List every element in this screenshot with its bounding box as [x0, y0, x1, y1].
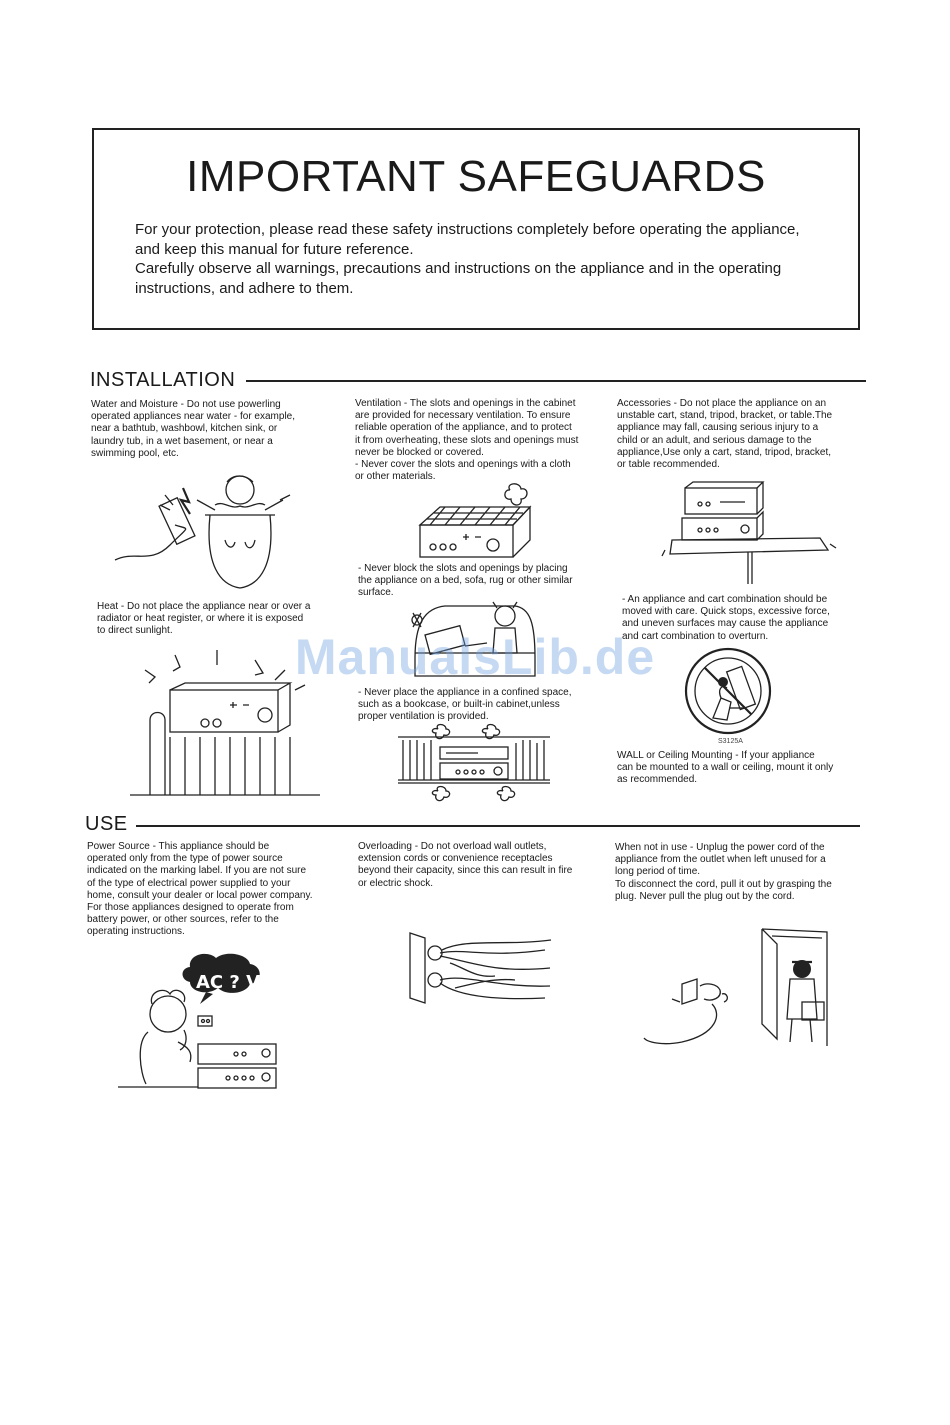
ventilation-text: Ventilation - The slots and openings in the cabinet are provided for necessary ventilation. To ensure reliable operation of the appliance, and to protect it from overheating, these slots and openings must never be blocked or covered. - Never cover the slots and openings with a cloth or other materials. [355, 398, 579, 483]
bathtub-illustration [115, 470, 330, 590]
accessories-text: Accessories - Do not place the appliance on an unstable cart, stand, tripod, bracket, or table.The appliance may fall, causing serious injury to a child or an adult, and serious damage to the appliance,Use only a cart, stand, tripod, bracket, or table recommended. [617, 398, 833, 471]
installation-rule [246, 380, 866, 382]
unplug-text: When not in use - Unplug the power cord of the appliance from the outlet when left unused for a long period of time. To disconnect the cord, pull it out by grasping the plug. Never pull the plug out by the cord. [615, 842, 832, 902]
intro-line: instructions, and adhere to them. [135, 280, 354, 297]
water-moisture-text: Water and Moisture - Do not use powerling operated appliances near water - for example, near a bathtub, washbowl, kitchen sink, or laundry tub, in a wet basement, or near a swimming pool, etc. [91, 399, 296, 459]
bookcase-illustration [398, 725, 550, 807]
overloading-text: Overloading - Do not overload wall outlets, extension cords or convenience receptacles beyond their capacity, since this can result in fire or electric shock. [358, 841, 573, 889]
intro-line: Carefully observe all warnings, precautions and instructions on the appliance and in the operating [135, 260, 782, 277]
watermark: ManualsLib.de [294, 629, 656, 685]
cart-symbol-label: S3125A [718, 738, 743, 745]
block-slots-text: - Never block the slots and openings by placing the appliance on a bed, sofa, rug or other similar surface. [358, 563, 573, 599]
use-rule [136, 825, 860, 827]
intro-line: and keep this manual for future reference. [135, 241, 414, 258]
unplug-before-leaving-illustration [642, 924, 837, 1049]
unstable-table-illustration [660, 480, 840, 585]
confined-space-text: - Never place the appliance in a confined space, such as a bookcase, or built-in cabinet,unless proper ventilation is provided. [358, 687, 572, 723]
page-title: IMPORTANT SAFEGUARDS [186, 152, 766, 201]
intro-line: For your protection, please read these safety instructions completely before operating the appliance, [135, 221, 800, 238]
wall-mounting-text: WALL or Ceiling Mounting - If your appliance can be mounted to a wall or ceiling, mount it only as recommended. [617, 750, 834, 786]
installation-heading: INSTALLATION [90, 369, 236, 391]
use-heading: USE [85, 813, 128, 835]
covered-vents-illustration [405, 485, 545, 565]
cart-warning-icon [683, 648, 773, 738]
cart-text: - An appliance and cart combination should be moved with care. Quick stops, excessive force, and uneven surfaces may cause the appliance and cart combination to overturn. [622, 594, 830, 642]
heat-text: Heat - Do not place the appliance near or over a radiator or heat register, or where it is exposed to direct sunlight. [97, 601, 311, 637]
overloaded-outlet-illustration [405, 928, 553, 1008]
ac-v-bubble-text: AC ? V [196, 972, 261, 993]
power-source-text: Power Source - This appliance should be operated only from the type of power source indicated on the marking label. If you are not sure of the type of electrical power supplied to your home, consult your dealer or local power company. For those appliances designed to operate from battery power, or other sources, refer to the operating instructions. [87, 841, 313, 938]
